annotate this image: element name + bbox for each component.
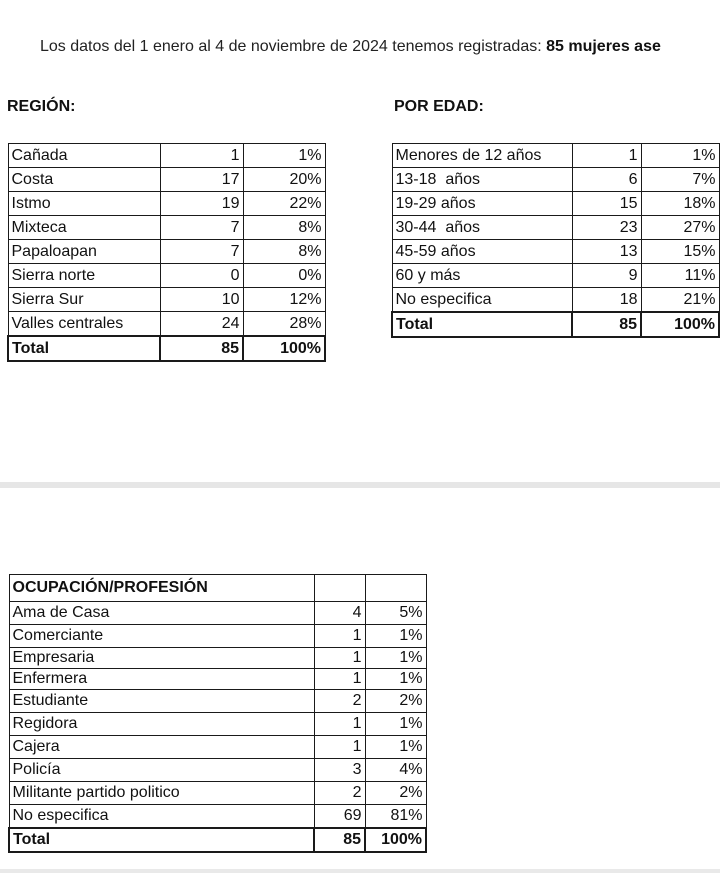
- row-label: 19-29 años: [392, 192, 572, 216]
- age-heading: POR EDAD:: [394, 98, 484, 115]
- row-label: Policía: [9, 759, 314, 782]
- row-count: 4: [314, 602, 365, 625]
- table-row: [392, 264, 719, 288]
- row-percent: 0%: [243, 264, 325, 288]
- row-count: 69: [314, 805, 365, 829]
- row-label: 13-18 años: [392, 168, 572, 192]
- total-row: [9, 828, 426, 852]
- table-row: [8, 168, 325, 192]
- row-label: Sierra norte: [8, 264, 160, 288]
- row-count: 17: [160, 168, 243, 192]
- row-label: Menores de 12 años: [392, 144, 572, 168]
- row-percent: 8%: [243, 240, 325, 264]
- row-percent: 20%: [243, 168, 325, 192]
- row-count: 6: [572, 168, 641, 192]
- total-row: [8, 336, 325, 361]
- header-empty-cell: [314, 575, 365, 602]
- total-percent: 100%: [365, 828, 426, 852]
- total-row: [392, 312, 719, 337]
- row-count: 19: [160, 192, 243, 216]
- row-percent: 15%: [641, 240, 719, 264]
- row-percent: 12%: [243, 288, 325, 312]
- row-count: 18: [572, 288, 641, 313]
- row-count: 1: [314, 669, 365, 690]
- table-row: [9, 805, 426, 829]
- row-count: 1: [160, 144, 243, 168]
- row-label: Militante partido politico: [9, 782, 314, 805]
- table-row: [8, 216, 325, 240]
- total-count: 85: [572, 312, 641, 337]
- table-row: [392, 192, 719, 216]
- table-row: [9, 648, 426, 669]
- row-count: 7: [160, 240, 243, 264]
- row-percent: 11%: [641, 264, 719, 288]
- row-percent: 1%: [365, 648, 426, 669]
- row-percent: 2%: [365, 690, 426, 713]
- row-count: 7: [160, 216, 243, 240]
- table-row: [8, 264, 325, 288]
- total-label: Total: [9, 828, 314, 852]
- row-label: Cañada: [8, 144, 160, 168]
- age-table: [391, 143, 720, 338]
- table-row: [9, 669, 426, 690]
- table-row: [392, 288, 719, 313]
- row-count: 2: [314, 690, 365, 713]
- row-label: No especifica: [392, 288, 572, 313]
- row-label: Istmo: [8, 192, 160, 216]
- total-count: 85: [160, 336, 243, 361]
- intro-highlight: 85 mujeres ase: [546, 38, 661, 55]
- table-row: [9, 713, 426, 736]
- table-row: [8, 312, 325, 337]
- row-count: 0: [160, 264, 243, 288]
- row-count: 10: [160, 288, 243, 312]
- row-count: 15: [572, 192, 641, 216]
- header-empty-cell: [365, 575, 426, 602]
- row-percent: 81%: [365, 805, 426, 829]
- intro-text: Los datos del 1 enero al 4 de noviembre de 2024 tenemos registradas:: [40, 38, 547, 55]
- row-count: 9: [572, 264, 641, 288]
- row-label: 30-44 años: [392, 216, 572, 240]
- row-count: 1: [314, 713, 365, 736]
- row-count: 1: [572, 144, 641, 168]
- row-label: Cajera: [9, 736, 314, 759]
- total-label: Total: [8, 336, 160, 361]
- row-percent: 4%: [365, 759, 426, 782]
- total-percent: 100%: [243, 336, 325, 361]
- row-count: 24: [160, 312, 243, 337]
- row-percent: 22%: [243, 192, 325, 216]
- row-label: 45-59 años: [392, 240, 572, 264]
- row-label: Empresaria: [9, 648, 314, 669]
- row-percent: 28%: [243, 312, 325, 337]
- total-percent: 100%: [641, 312, 719, 337]
- row-label: Estudiante: [9, 690, 314, 713]
- row-label: Sierra Sur: [8, 288, 160, 312]
- row-label: Costa: [8, 168, 160, 192]
- total-label: Total: [392, 312, 572, 337]
- table-row: [392, 168, 719, 192]
- row-count: 3: [314, 759, 365, 782]
- row-count: 23: [572, 216, 641, 240]
- row-label: Ama de Casa: [9, 602, 314, 625]
- row-percent: 1%: [365, 713, 426, 736]
- intro-sentence: [40, 38, 661, 56]
- row-percent: 2%: [365, 782, 426, 805]
- bottom-separator: [0, 869, 720, 873]
- row-count: 1: [314, 648, 365, 669]
- occupation-header: OCUPACIÓN/PROFESIÓN: [9, 575, 314, 602]
- row-label: Comerciante: [9, 625, 314, 648]
- row-percent: 1%: [365, 736, 426, 759]
- region-heading: REGIÓN:: [7, 98, 76, 115]
- row-percent: 1%: [641, 144, 719, 168]
- row-percent: 27%: [641, 216, 719, 240]
- row-count: 1: [314, 736, 365, 759]
- table-row: [392, 216, 719, 240]
- row-count: 1: [314, 625, 365, 648]
- total-count: 85: [314, 828, 365, 852]
- table-row: [8, 192, 325, 216]
- row-percent: 1%: [243, 144, 325, 168]
- table-row: [8, 144, 325, 168]
- row-label: No especifica: [9, 805, 314, 829]
- table-row: [9, 690, 426, 713]
- row-percent: 7%: [641, 168, 719, 192]
- row-label: Valles centrales: [8, 312, 160, 337]
- table-row: [392, 240, 719, 264]
- table-row: [8, 288, 325, 312]
- table-row: [9, 602, 426, 625]
- table-header-row: [9, 575, 426, 602]
- occupation-table: [8, 574, 427, 853]
- row-percent: 21%: [641, 288, 719, 313]
- table-row: [9, 759, 426, 782]
- table-row: [392, 144, 719, 168]
- row-label: Regidora: [9, 713, 314, 736]
- table-row: [8, 240, 325, 264]
- row-percent: 5%: [365, 602, 426, 625]
- row-percent: 8%: [243, 216, 325, 240]
- row-percent: 1%: [365, 669, 426, 690]
- row-label: Papaloapan: [8, 240, 160, 264]
- row-label: Mixteca: [8, 216, 160, 240]
- table-row: [9, 625, 426, 648]
- table-row: [9, 736, 426, 759]
- row-label: 60 y más: [392, 264, 572, 288]
- table-row: [9, 782, 426, 805]
- row-percent: 18%: [641, 192, 719, 216]
- region-table: [7, 143, 326, 362]
- row-count: 13: [572, 240, 641, 264]
- row-count: 2: [314, 782, 365, 805]
- row-percent: 1%: [365, 625, 426, 648]
- row-label: Enfermera: [9, 669, 314, 690]
